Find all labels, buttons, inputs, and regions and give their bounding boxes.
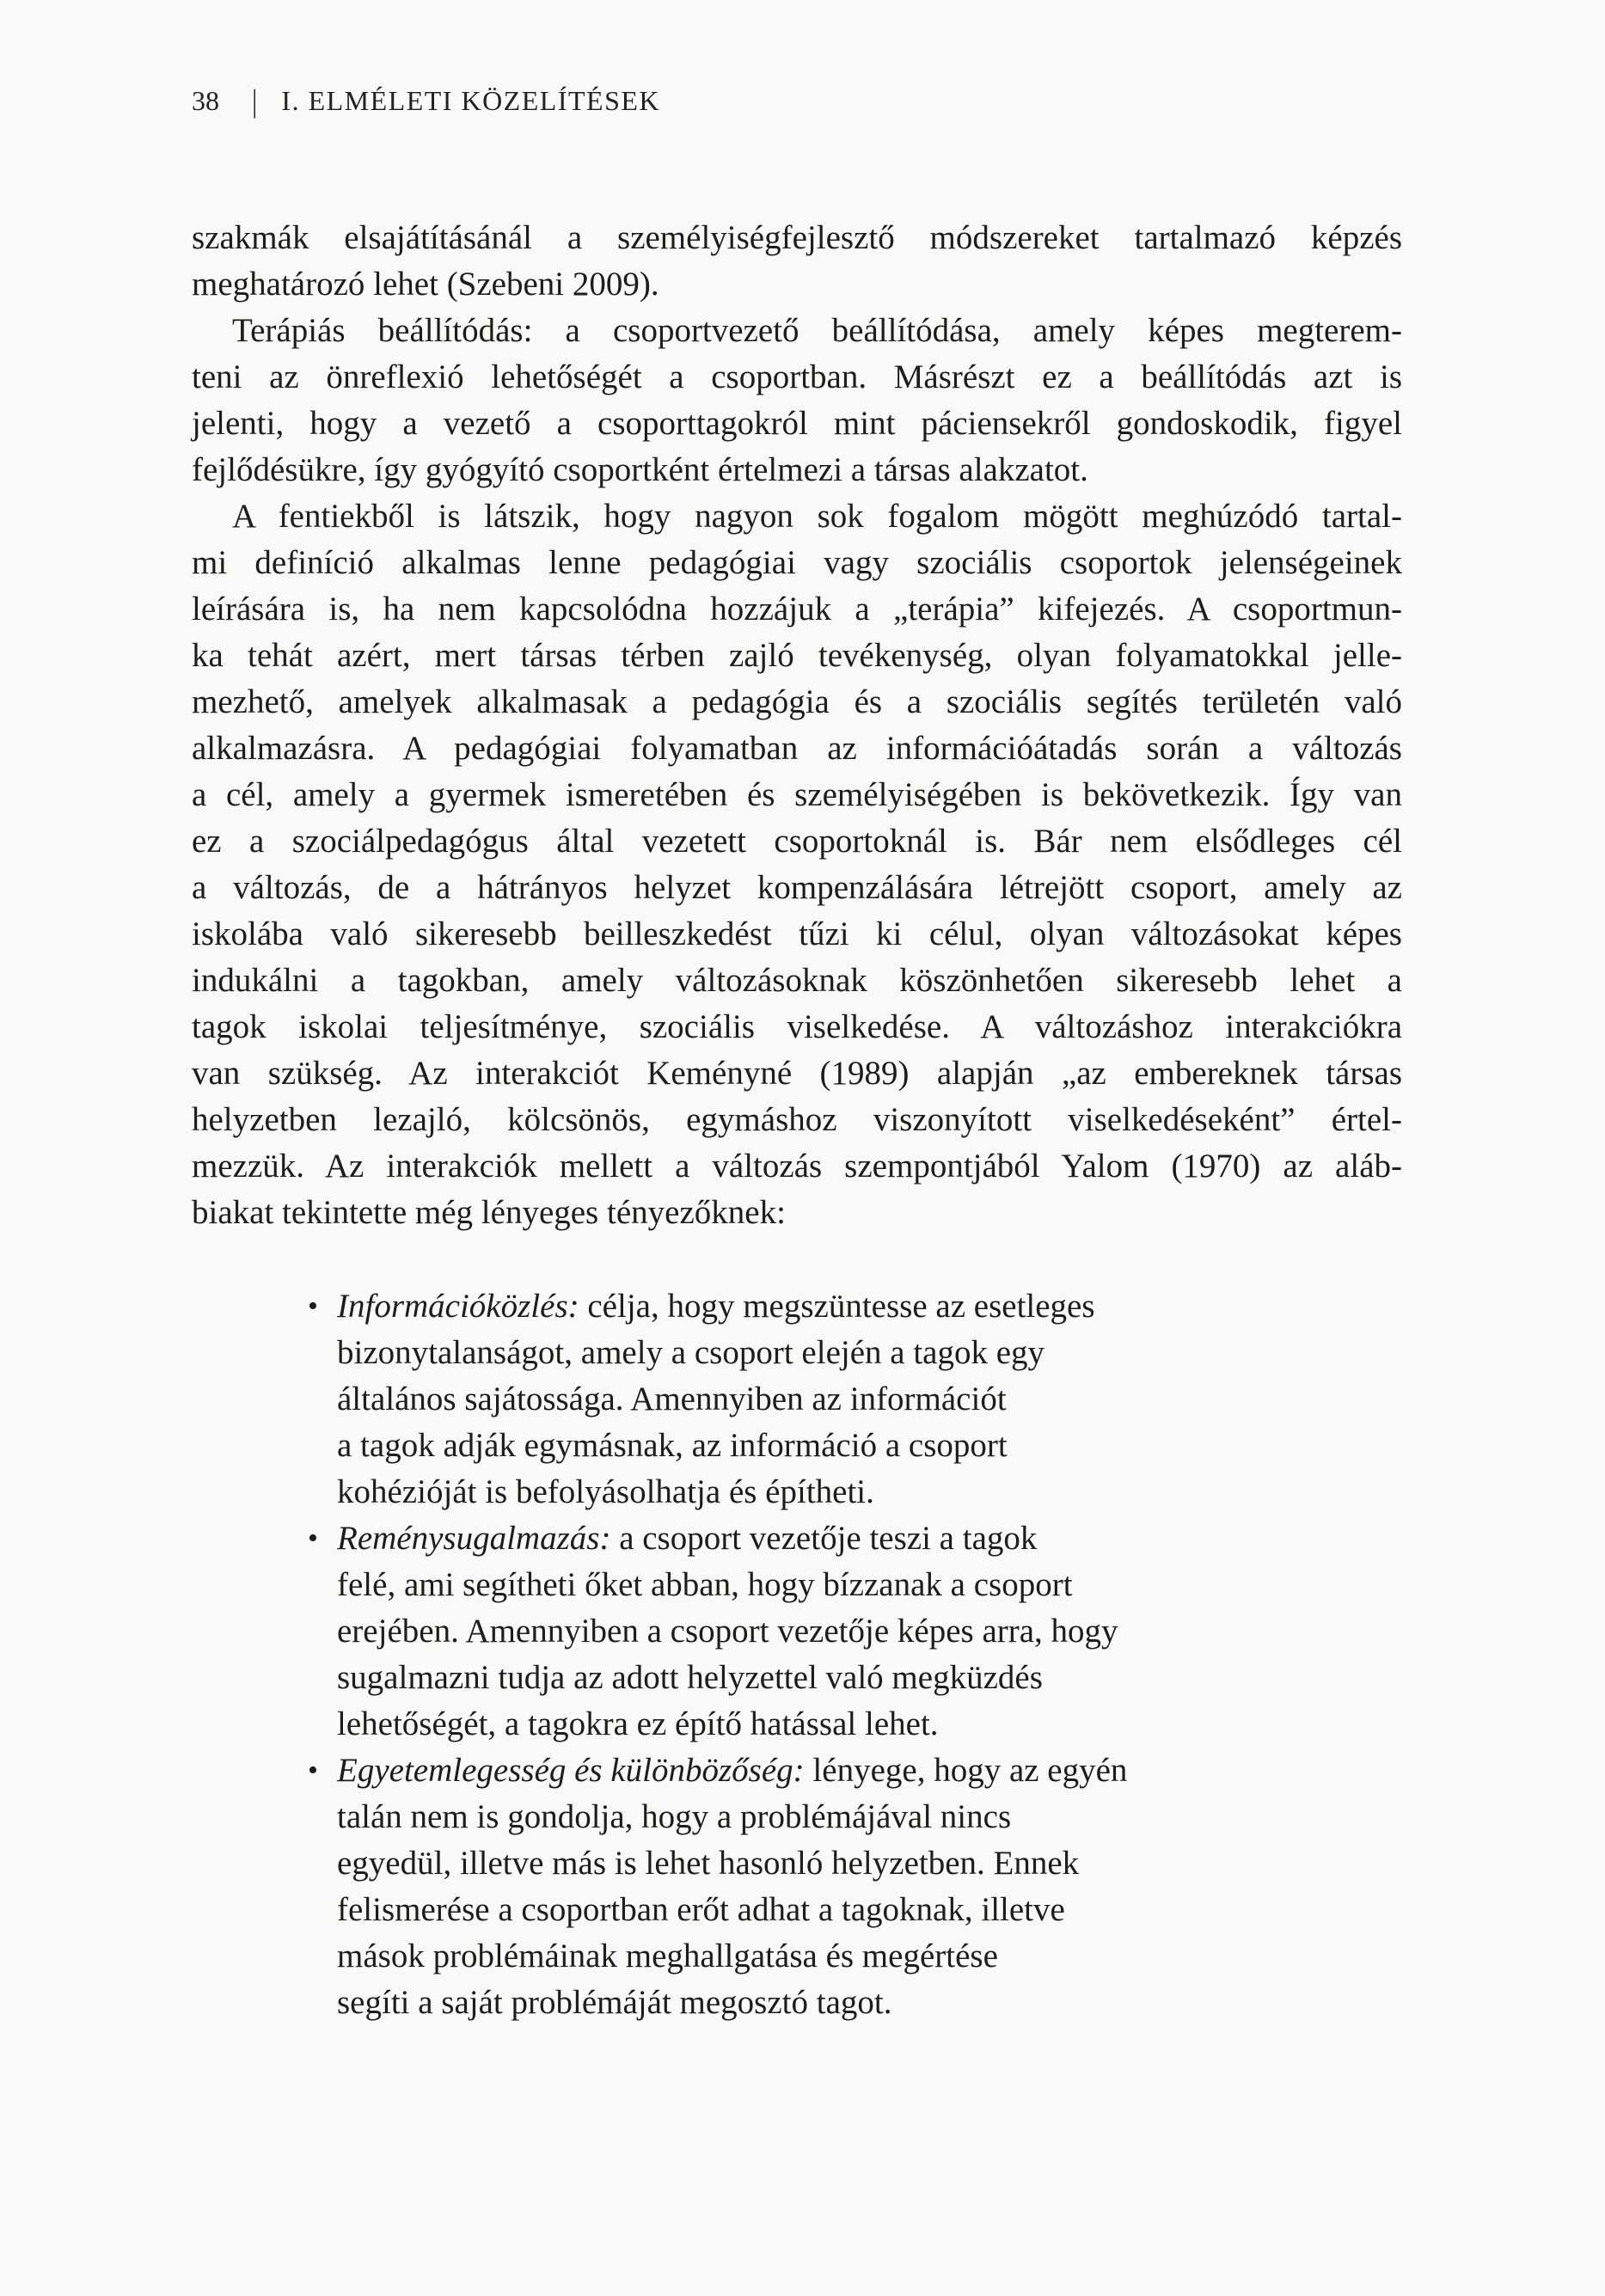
text-line bbox=[337, 1515, 1402, 1562]
bullet-item bbox=[192, 1283, 1402, 1515]
text-line: sugalmazni tudja az adott helyzettel való megküzdés bbox=[337, 1659, 1043, 1696]
bullet-lead: Információközlés: bbox=[337, 1288, 579, 1325]
text-line: segíti a saját problémáját megosztó tagot. bbox=[337, 1984, 892, 2021]
text-line: a változás, de a hátrányos helyzet kompenzálására létrejött csoport, amely az bbox=[192, 869, 1402, 906]
text-line: helyzetben lezajló, kölcsönös, egymáshoz viszonyított viselkedéseként” értel- bbox=[192, 1101, 1402, 1138]
text-line: leírására is, ha nem kapcsolódna hozzájuk a „terápia” kifejezés. A csoportmun- bbox=[192, 591, 1402, 628]
text-line: iskolába való sikeresebb beilleszkedést tűzi ki célul, olyan változásokat képes bbox=[192, 915, 1402, 952]
text-line: mi definíció alkalmas lenne pedagógiai vagy szociális csoportok jelenségeinek bbox=[192, 544, 1402, 581]
text-line: bizonytalanságot, amely a csoport elején a tagok egy bbox=[337, 1334, 1045, 1371]
bullet-icon: • bbox=[308, 1522, 318, 1554]
bullet-item bbox=[192, 1748, 1402, 2026]
text-line: A fentiekből is látszik, hogy nagyon sok fogalom mögött meghúzódó tartal- bbox=[232, 498, 1402, 535]
bullet-text bbox=[337, 1515, 1402, 1748]
text-line: fejlődésükre, így gyógyító csoportként értelmezi a társas alakzatot. bbox=[192, 451, 1088, 488]
text-line: a tagok adják egymásnak, az információ a csoport bbox=[337, 1427, 1008, 1464]
text-line: jelenti, hogy a vezető a csoporttagokról mint páciensekről gondoskodik, figyel bbox=[192, 405, 1402, 442]
paragraph bbox=[192, 215, 1402, 308]
text-line: egyedül, illetve más is lehet hasonló helyzetben. Ennek bbox=[337, 1845, 1080, 1882]
text-line: kohézióját is befolyásolhatja és építheti. bbox=[337, 1473, 874, 1510]
header-divider: | bbox=[252, 83, 258, 119]
bullet-list bbox=[192, 1283, 1402, 2026]
running-title: I. ELMÉLETI KÖZELÍTÉSEK bbox=[281, 85, 661, 116]
body-paragraphs bbox=[192, 215, 1402, 1236]
bullet-first-line-rest: lényege, hogy az egyén bbox=[804, 1752, 1128, 1789]
bullet-lead: Egyetemlegesség és különbözőség: bbox=[337, 1752, 805, 1789]
page-number: 38 bbox=[192, 85, 219, 116]
bullet-item bbox=[192, 1515, 1402, 1748]
text-line: Terápiás beállítódás: a csoportvezető beállítódása, amely képes megterem- bbox=[232, 312, 1402, 349]
text-line bbox=[337, 1283, 1402, 1330]
paragraph bbox=[192, 493, 1402, 1236]
text-line: ez a szociálpedagógus által vezetett csoportoknál is. Bár nem elsődleges cél bbox=[192, 823, 1402, 860]
text-line: talán nem is gondolja, hogy a problémájával nincs bbox=[337, 1798, 1012, 1835]
text-line: a cél, amely a gyermek ismeretében és személyiségében is bekövetkezik. Így van bbox=[192, 776, 1402, 813]
paragraph bbox=[192, 308, 1402, 493]
bullet-text bbox=[337, 1748, 1402, 2026]
text-line: teni az önreflexió lehetőségét a csoportban. Másrészt ez a beállítódás azt is bbox=[192, 358, 1402, 395]
text-line: tagok iskolai teljesítménye, szociális viselkedése. A változáshoz interakciókra bbox=[192, 1008, 1402, 1045]
bullet-text bbox=[337, 1283, 1402, 1515]
text-line: felismerése a csoportban erőt adhat a tagoknak, illetve bbox=[337, 1891, 1065, 1928]
text-line: szakmák elsajátításánál a személyiségfejlesztő módszereket tartalmazó képzés bbox=[192, 219, 1402, 256]
text-line: általános sajátossága. Amennyiben az információt bbox=[337, 1381, 1007, 1417]
text-line bbox=[337, 1748, 1402, 1794]
text-line: biakat tekintette még lényeges tényezőknek: bbox=[192, 1194, 786, 1231]
text-line: mások problémáinak meghallgatása és megértése bbox=[337, 1938, 998, 1975]
text-line: indukálni a tagokban, amely változásoknak köszönhetően sikeresebb lehet a bbox=[192, 962, 1402, 999]
text-line: ka tehát azért, mert társas térben zajló tevékenység, olyan folyamatokkal jelle- bbox=[192, 637, 1402, 674]
text-line: mezhető, amelyek alkalmasak a pedagógia és a szociális segítés területén való bbox=[192, 683, 1402, 720]
text-column bbox=[192, 215, 1402, 2026]
page-header bbox=[192, 83, 660, 118]
text-line: felé, ami segítheti őket abban, hogy bízzanak a csoport bbox=[337, 1566, 1073, 1603]
text-line: van szükség. Az interakciót Keményné (1989) alapján „az embereknek társas bbox=[192, 1055, 1402, 1092]
bullet-first-line-rest: a csoport vezetője teszi a tagok bbox=[610, 1520, 1038, 1557]
bullet-icon: • bbox=[308, 1290, 318, 1322]
text-line: mezzük. Az interakciók mellett a változás szempontjából Yalom (1970) az aláb- bbox=[192, 1148, 1402, 1185]
bullet-lead: Reménysugalmazás: bbox=[337, 1520, 611, 1557]
bullet-first-line-rest: célja, hogy megszüntesse az esetleges bbox=[579, 1288, 1095, 1325]
bullet-icon: • bbox=[308, 1754, 318, 1786]
text-line: alkalmazásra. A pedagógiai folyamatban az információátadás során a változás bbox=[192, 730, 1402, 767]
text-line: erejében. Amennyiben a csoport vezetője képes arra, hogy bbox=[337, 1613, 1118, 1650]
text-line: lehetőségét, a tagokra ez építő hatással lehet. bbox=[337, 1705, 939, 1742]
text-line: meghatározó lehet (Szebeni 2009). bbox=[192, 266, 659, 303]
